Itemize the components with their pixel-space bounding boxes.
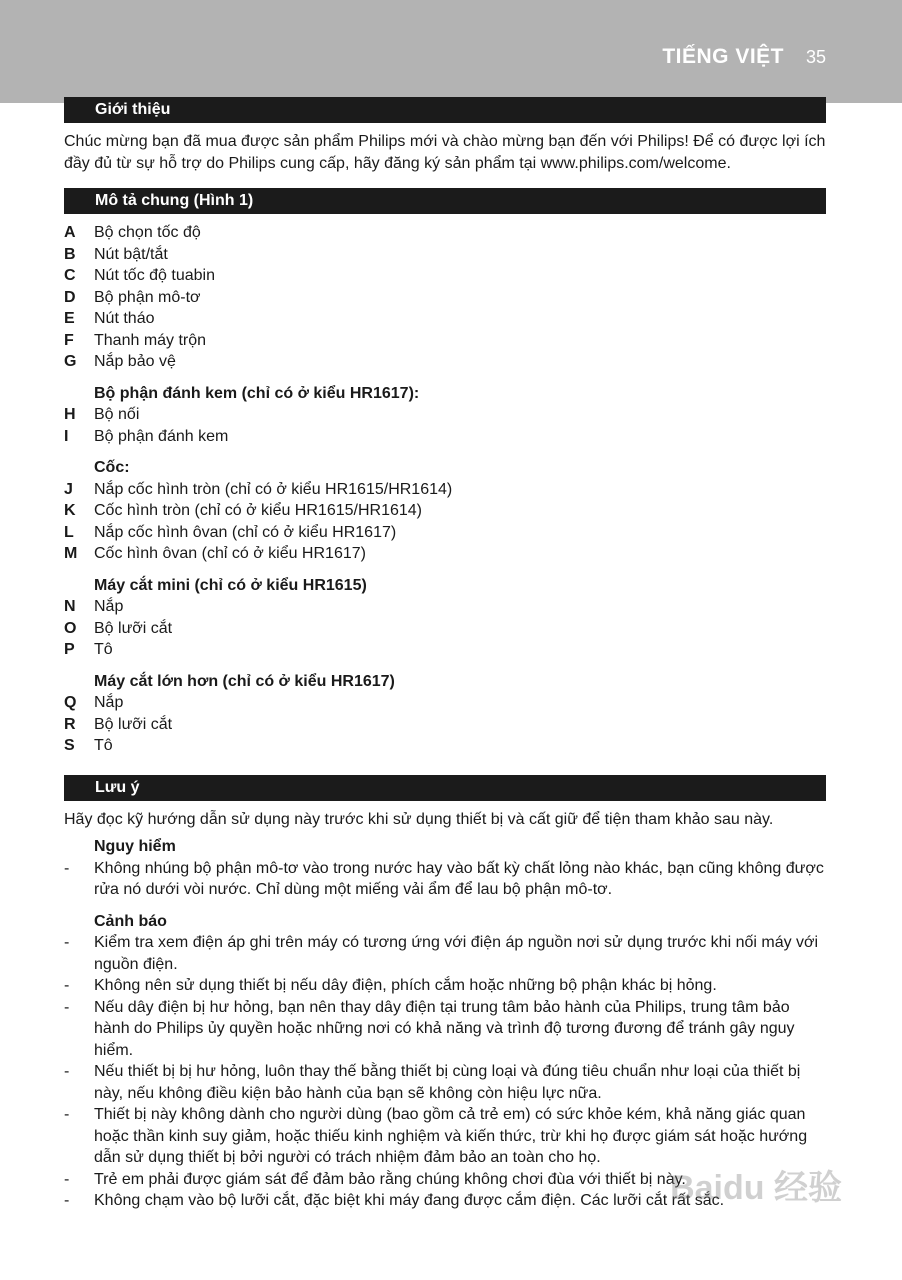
watermark-logo: Baidu 经验 (670, 1169, 842, 1207)
list-item (64, 479, 826, 501)
parts-list-whisk (64, 404, 826, 447)
item-letter: M (64, 545, 78, 562)
bullet-item (64, 1061, 826, 1104)
header-bar (0, 0, 902, 103)
bullet-dash: - (64, 1063, 70, 1080)
bullet-text: Trẻ em phải được giám sát để đảm bảo rằng chúng không chơi đùa với thiết bị này. (94, 1170, 686, 1188)
intro-paragraph: Chúc mừng bạn đã mua được sản phẩm Philips mới và chào mừng bạn đến với Philips! Để có được lợi ích đầy đủ từ sự hỗ trợ do Philips cung cấp, hãy đăng ký sản phẩm tại www.philips.com/welcome. (64, 133, 826, 172)
parts-list-large (64, 692, 826, 757)
subheading-large-chopper: Máy cắt lớn hơn (chỉ có ở kiểu HR1617) (94, 672, 395, 690)
bullet-dash: - (64, 998, 70, 1016)
list-item (64, 618, 826, 640)
parts-list-cup (64, 479, 826, 565)
item-letter: N (64, 598, 76, 615)
subheading-danger: Nguy hiểm (94, 838, 176, 855)
item-letter: R (64, 715, 76, 733)
bullet-dash: - (64, 1192, 70, 1209)
parts-list-main (64, 222, 826, 373)
list-item (64, 692, 826, 714)
item-letter: S (64, 737, 75, 754)
item-letter: H (64, 406, 76, 423)
section-heading-notes: Lưu ý (64, 775, 826, 801)
item-text: Thanh máy trộn (94, 331, 207, 349)
item-text: Bộ phận đánh kem (94, 427, 229, 445)
bullet-text: Nếu dây điện bị hư hỏng, bạn nên thay dây điện tại trung tâm bảo hành của Philips, trung tâm bảo hành do Philips ủy quyền hoặc những nơi có khả năng và trình độ tương đương để tránh gây nguy hiểm. (94, 998, 795, 1059)
bullet-dash: - (64, 859, 70, 877)
item-letter: O (64, 619, 77, 637)
item-text: Tô (94, 641, 113, 658)
item-text: Tô (94, 737, 113, 754)
bullet-text: Không chạm vào bộ lưỡi cắt, đặc biệt khi máy đang được cắm điện. Các lưỡi cắt rất sắc. (94, 1192, 725, 1209)
notes-intro: Hãy đọc kỹ hướng dẫn sử dụng này trước khi sử dụng thiết bị và cất giữ để tiện tham khảo sau này. (64, 810, 774, 828)
item-text: Nút tháo (94, 310, 155, 327)
list-item (64, 287, 826, 309)
section-heading-general: Mô tả chung (Hình 1) (64, 188, 826, 214)
list-item (64, 500, 826, 522)
item-text: Nút tốc độ tuabin (94, 267, 215, 284)
item-text: Bộ nối (94, 406, 140, 423)
item-text: Nắp bảo vệ (94, 353, 176, 370)
item-letter: A (64, 224, 76, 241)
bullet-text: Không nên sử dụng thiết bị nếu dây điện, phích cắm hoặc những bộ phận khác bị hỏng. (94, 977, 717, 994)
item-letter: G (64, 353, 77, 370)
list-item (64, 543, 826, 565)
item-letter: B (64, 245, 76, 263)
danger-list (64, 858, 826, 901)
list-item (64, 244, 826, 266)
bullet-dash: - (64, 977, 70, 994)
item-letter: I (64, 427, 69, 445)
bullet-item (64, 858, 826, 901)
document-body (64, 97, 826, 1222)
item-text: Bộ lưỡi cắt (94, 619, 173, 637)
item-letter: Q (64, 694, 77, 711)
subheading-cup: Cốc: (94, 459, 130, 476)
list-item (64, 265, 826, 287)
list-item (64, 351, 826, 373)
list-item (64, 735, 826, 757)
item-text: Bộ chọn tốc độ (94, 224, 201, 241)
item-text: Bộ phận mô-tơ (94, 288, 201, 306)
item-letter: J (64, 480, 73, 498)
item-letter: P (64, 641, 75, 658)
bullet-item (64, 1104, 826, 1169)
bullet-dash: - (64, 1106, 70, 1123)
page-number: 35 (805, 47, 826, 67)
item-letter: C (64, 267, 76, 284)
bullet-item (64, 997, 826, 1062)
list-item (64, 596, 826, 618)
item-text: Cốc hình tròn (chỉ có ở kiểu HR1615/HR1614) (94, 502, 422, 519)
subheading-mini-chopper: Máy cắt mini (chỉ có ở kiểu HR1615) (94, 576, 367, 594)
parts-list-mini (64, 596, 826, 661)
list-item (64, 308, 826, 330)
item-text: Nắp (94, 694, 124, 711)
header-language: TIẾNG VIỆT (662, 45, 784, 68)
bullet-dash: - (64, 1170, 70, 1188)
item-letter: L (64, 523, 74, 541)
list-item (64, 330, 826, 352)
bullet-text: Không nhúng bộ phận mô-tơ vào trong nước hay vào bất kỳ chất lỏng nào khác, bạn cũng không được rửa nó dưới vòi nước. Chỉ dùng một miếng vải ẩm để lau bộ phận mô-tơ. (94, 859, 824, 898)
item-text: Cốc hình ôvan (chỉ có ở kiểu HR1617) (94, 545, 366, 562)
list-item (64, 639, 826, 661)
item-text: Nắp (94, 598, 124, 615)
item-text: Bộ lưỡi cắt (94, 715, 173, 733)
section-heading-intro: Giới thiệu (64, 97, 826, 123)
subheading-warning: Cảnh báo (94, 912, 167, 930)
bullet-item (64, 932, 826, 975)
list-item (64, 714, 826, 736)
bullet-text: Kiểm tra xem điện áp ghi trên máy có tương ứng với điện áp nguồn nơi sử dụng trước khi nối máy với nguồn điện. (94, 934, 819, 973)
item-letter: K (64, 502, 76, 519)
bullet-text: Nếu thiết bị bị hư hỏng, luôn thay thế bằng thiết bị cùng loại và đúng tiêu chuẩn như loại của thiết bị này, nếu không điều kiện bảo hành của bạn sẽ không còn hiệu lực nữa. (94, 1063, 801, 1102)
bullet-dash: - (64, 934, 70, 951)
list-item (64, 222, 826, 244)
item-letter: F (64, 331, 74, 349)
item-text: Nắp cốc hình tròn (chỉ có ở kiểu HR1615/HR1614) (94, 480, 453, 498)
bullet-item (64, 975, 826, 997)
item-letter: E (64, 310, 75, 327)
item-text: Nắp cốc hình ôvan (chỉ có ở kiểu HR1617) (94, 523, 397, 541)
item-text: Nút bật/tắt (94, 245, 168, 263)
subheading-whisk: Bộ phận đánh kem (chỉ có ở kiểu HR1617): (94, 384, 420, 402)
list-item (64, 404, 826, 426)
list-item (64, 426, 826, 448)
bullet-text: Thiết bị này không dành cho người dùng (bao gồm cả trẻ em) có sức khỏe kém, khả năng giác quan hoặc thần kinh suy giảm, hoặc thiếu kinh nghiệm và kiến thức, trừ khi họ được giám sát hoặc hướng dẫn sử dụng thiết bị bởi người có trách nhiệm đảm bảo an toàn cho họ. (94, 1106, 808, 1166)
item-letter: D (64, 288, 76, 306)
list-item (64, 522, 826, 544)
